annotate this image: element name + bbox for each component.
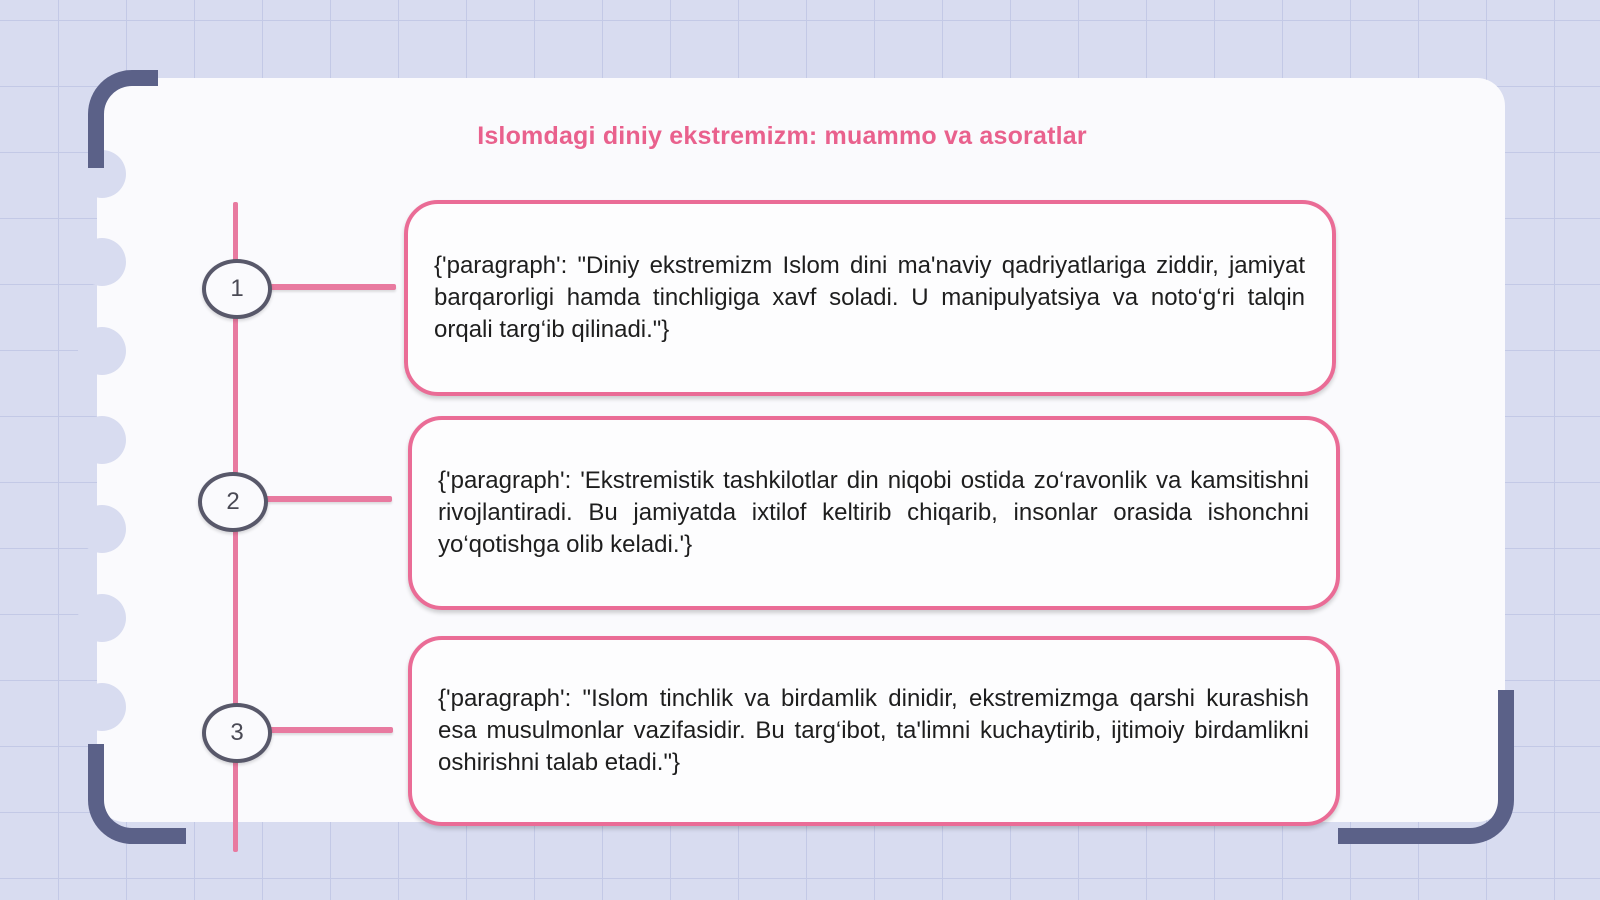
timeline-node-1 (202, 259, 272, 319)
corner-bracket-top-left (88, 70, 158, 168)
timeline-card-3 (408, 636, 1340, 826)
card-paragraph: {'paragraph': 'Ekstremistik tashkilotlar din niqobi ostida zo‘ravonlik va kamsitishni rivojlantiradi. Bu jamiyatda ixtilof keltirib chiqarib, insonlar orasida ishonchni yo‘qotishga olib keladi.'} (438, 467, 1309, 558)
notebook-tab (78, 238, 126, 286)
notebook-tab (78, 505, 126, 553)
timeline-node-number: 3 (230, 719, 244, 746)
notebook-tab (78, 327, 126, 375)
slide-title-text: Islomdagi diniy ekstremizm: muammo va asoratlar (477, 122, 1087, 150)
timeline-node-number: 1 (230, 275, 244, 302)
corner-bracket-bottom-right (1338, 690, 1514, 844)
corner-bracket-bottom-left (88, 744, 186, 844)
card-paragraph: {'paragraph': "Islom tinchlik va birdamlik dinidir, ekstremizmga qarshi kurashish esa musulmonlar vazifasidir. Bu targ‘ibot, ta'limni kuchaytirib, ijtimoiy birdamlikni oshirishni talab etadi."} (438, 685, 1309, 776)
notebook-tab (78, 416, 126, 464)
timeline-connector (266, 727, 393, 733)
timeline-card-2 (408, 416, 1340, 610)
timeline-connector (266, 284, 396, 290)
notebook-tab (78, 594, 126, 642)
slide-title (0, 122, 1600, 151)
timeline-card-1 (404, 200, 1336, 396)
card-paragraph: {'paragraph': "Diniy ekstremizm Islom dini ma'naviy qadriyatlariga ziddir, jamiyat barqarorligi hamda tinchligiga xavf soladi. U manipulyatsiya va noto‘g‘ri talqin orqali targ‘ib qilinadi."} (434, 252, 1305, 343)
timeline-node-2 (198, 472, 268, 532)
timeline-node-number: 2 (226, 488, 240, 515)
timeline-node-3 (202, 703, 272, 763)
timeline-connector (262, 496, 392, 502)
notebook-tab (78, 683, 126, 731)
